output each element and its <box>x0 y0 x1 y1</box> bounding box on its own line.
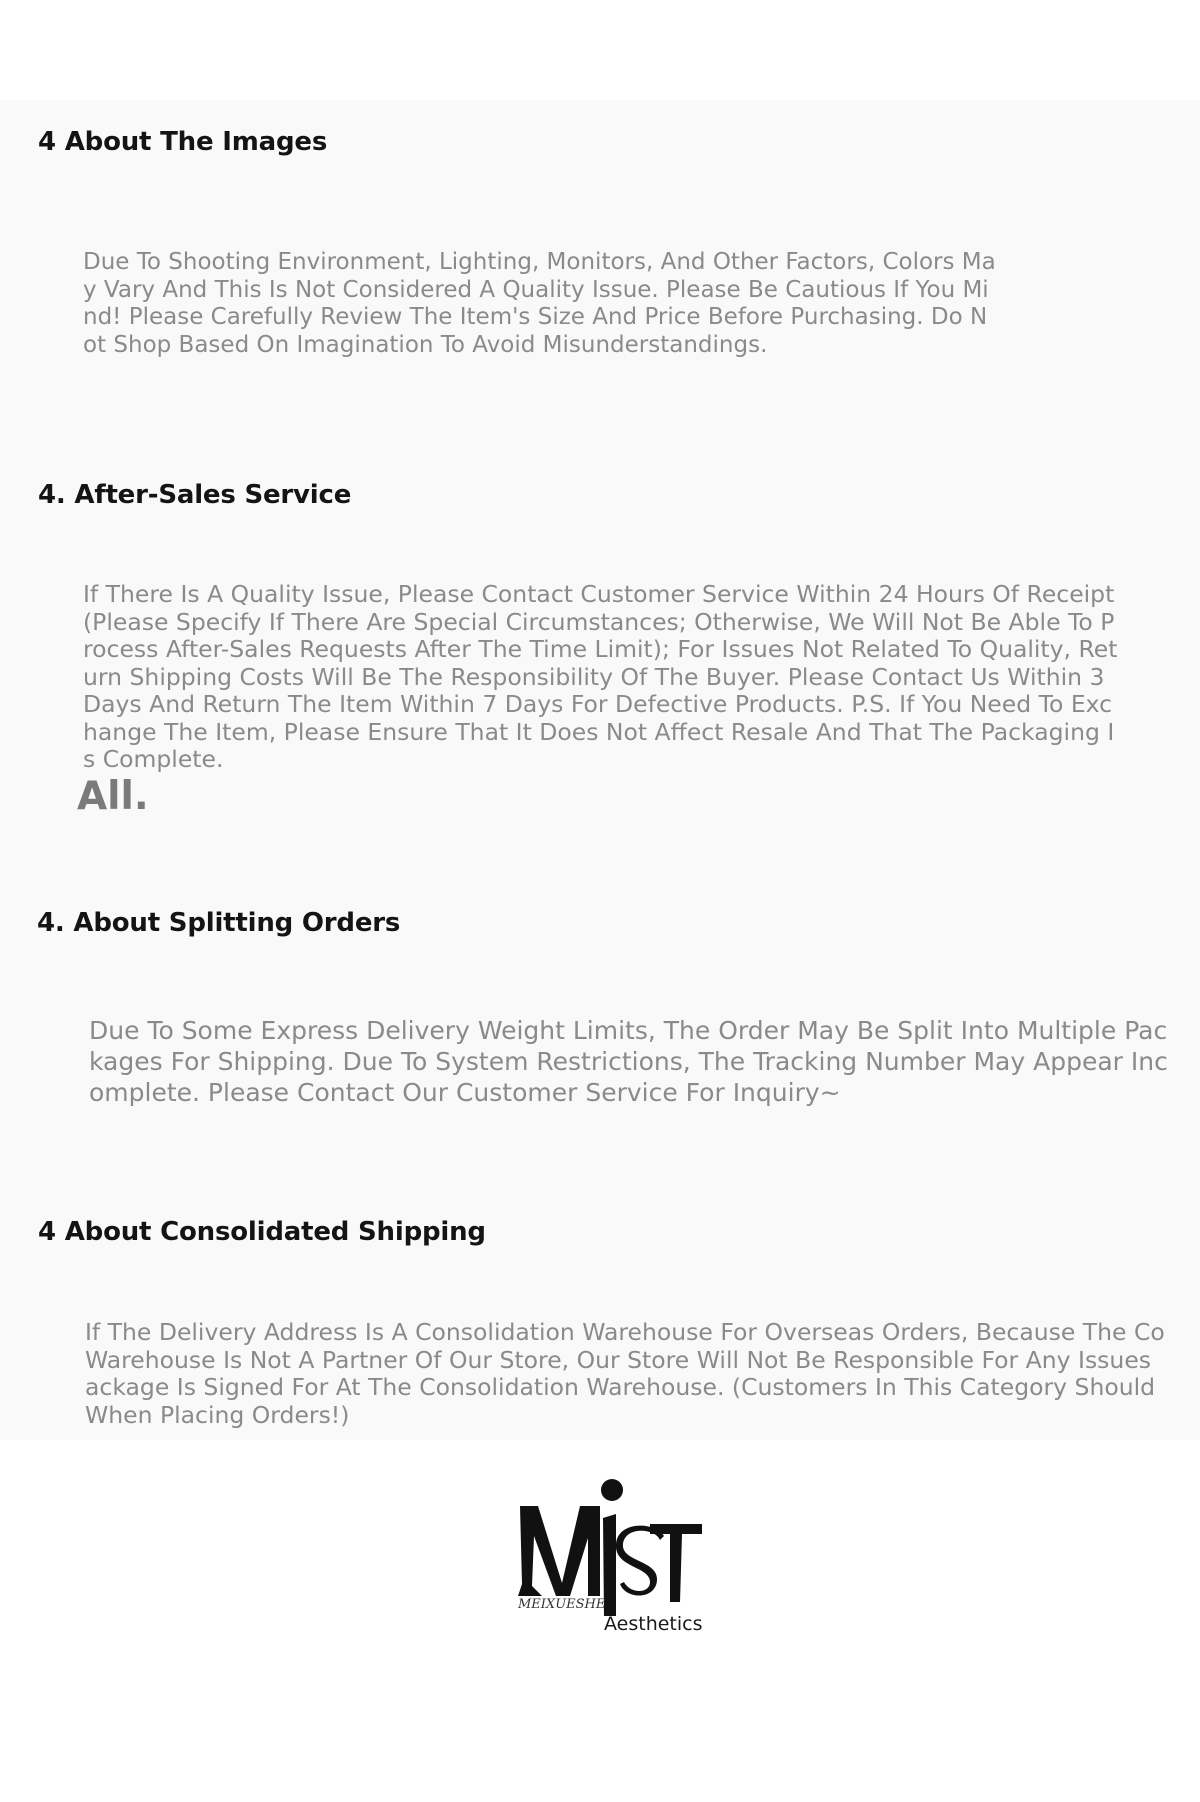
after-sales-all: All. <box>77 774 149 819</box>
about-images-text: Due To Shooting Environment, Lighting, Monitors, And Other Factors, Colors May Vary And This Is Not Considered A Quality Issue. Please Be Cautious If You Mind! Please Carefully Review The Item's Size And Price Before Purchasing. Do Not Shop Based On Imagination To Avoid Misunderstandings. <box>83 249 996 358</box>
heading-splitting-orders: 4. About Splitting Orders <box>37 908 401 938</box>
heading-about-images: 4 About The Images <box>38 127 328 157</box>
consolidated-shipping-text: If The Delivery Address Is A Consolidation Warehouse For Overseas Orders, Because The Co Warehouse Is Not A Partner Of Our Store, Our Store Will Not Be Responsible For Any Issues ackage Is Signed For At The Consolidation Warehouse. (Customers In This Category Should When Placing Orders!) <box>85 1319 1165 1429</box>
after-sales-text: If There Is A Quality Issue, Please Contact Customer Service Within 24 Hours Of Receipt (Please Specify If There Are Special Circumstances; Otherwise, We Will Not Be Able To Process After-Sales Requests After The Time Limit); For Issues Not Related To Quality, Return Shipping Costs Will Be The Responsibility Of The Buyer. Please Contact Us Within 3 Days And Return The Item Within 7 Days For Defective Products. P.S. If You Need To Exchange The Item, Please Ensure That It Does Not Affect Resale And That The Packaging Is Complete. <box>83 580 1122 773</box>
heading-consolidated-shipping: 4 About Consolidated Shipping <box>38 1217 486 1247</box>
logo-tagline: Aesthetics <box>604 1613 703 1635</box>
heading-after-sales: 4. After-Sales Service <box>38 480 352 510</box>
splitting-orders-text: Due To Some Express Delivery Weight Limits, The Order May Be Split Into Multiple Packages For Shipping. Due To System Restrictions, The Tracking Number May Appear Incomplete. Please Contact Our Customer Service For Inquiry~ <box>89 1016 1168 1107</box>
logo-brand-small: MEIXUESHE <box>518 1597 606 1612</box>
